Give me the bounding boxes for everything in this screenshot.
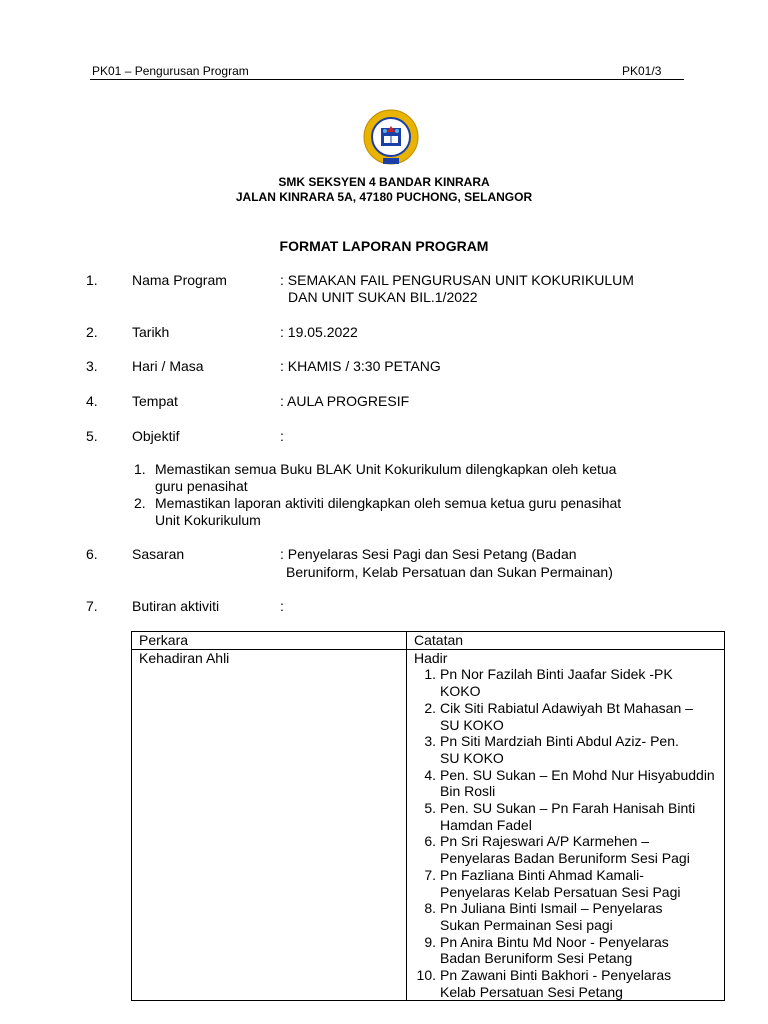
list-item-text-continued: Penyelaras Badan Beruniform Sesi Pagi xyxy=(440,850,690,867)
objective-text-continued: Unit Kokurikulum xyxy=(155,512,261,528)
table-header-row xyxy=(132,632,725,650)
list-item-text-continued: Penyelaras Kelab Persatuan Sesi Pagi xyxy=(440,883,681,900)
objective-number: 1. xyxy=(134,461,146,477)
list-item xyxy=(414,700,717,733)
header-left: PK01 – Pengurusan Program xyxy=(92,64,249,78)
attendee-list xyxy=(414,666,717,1000)
objective-text-continued: guru penasihat xyxy=(155,478,248,494)
list-item-text-continued: SU KOKO xyxy=(440,749,504,766)
item-label: Objektif xyxy=(132,428,180,444)
item-value: : xyxy=(280,428,284,444)
table-header-cell: Catatan xyxy=(407,632,725,650)
item-value: : SEMAKAN FAIL PENGURUSAN UNIT KOKURIKULUM xyxy=(280,272,634,288)
list-item-text-continued: KOKO xyxy=(440,683,481,700)
table-header-cell: Perkara xyxy=(132,632,407,650)
list-item-text: Pn Sri Rajeswari A/P Karmehen – xyxy=(440,833,650,850)
activity-table xyxy=(131,631,725,1001)
item-number: 7. xyxy=(86,598,98,614)
list-item-text: Pn Siti Mardziah Binti Abdul Aziz- Pen. xyxy=(440,733,679,750)
list-item-text: Cik Siti Rabiatul Adawiyah Bt Mahasan – xyxy=(440,699,693,716)
school-crest-icon xyxy=(361,108,421,168)
header-rule xyxy=(90,79,684,80)
document-title: FORMAT LAPORAN PROGRAM xyxy=(279,238,489,254)
school-address: JALAN KINRARA 5A, 47180 PUCHONG, SELANGOR xyxy=(235,190,533,204)
list-item-number: 6. xyxy=(424,833,436,850)
list-item xyxy=(414,833,717,866)
list-item xyxy=(414,867,717,900)
list-item-number: 7. xyxy=(424,866,436,883)
list-item-text-continued: SU KOKO xyxy=(440,716,504,733)
attendance-heading: Hadir xyxy=(414,649,448,666)
item-value: : xyxy=(280,598,284,614)
list-item xyxy=(414,666,717,699)
item-label: Hari / Masa xyxy=(132,358,204,374)
list-item-number: 10. xyxy=(416,967,436,984)
item-number: 5. xyxy=(86,428,98,444)
list-item xyxy=(414,733,717,766)
list-item-text-continued: Bin Rosli xyxy=(440,783,496,800)
item-label: Tempat xyxy=(132,393,178,409)
list-item-text: Pn Nor Fazilah Binti Jaafar Sidek -PK xyxy=(440,666,673,683)
list-item-text-continued: Badan Beruniform Sesi Petang xyxy=(440,950,633,967)
list-item xyxy=(414,900,717,933)
item-number: 4. xyxy=(86,393,98,409)
list-item xyxy=(414,767,717,800)
list-item xyxy=(414,934,717,967)
item-value: : KHAMIS / 3:30 PETANG xyxy=(280,358,441,374)
list-item-number: 9. xyxy=(424,933,436,950)
item-value: : Penyelaras Sesi Pagi dan Sesi Petang (Badan xyxy=(280,546,577,562)
list-item-text-continued: Sukan Permainan Sesi pagi xyxy=(440,916,613,933)
item-label: Nama Program xyxy=(132,272,227,288)
table-cell-label: Kehadiran Ahli xyxy=(132,649,407,1001)
item-number: 6. xyxy=(86,546,98,562)
header-right: PK01/3 xyxy=(622,64,662,78)
item-label: Butiran aktiviti xyxy=(132,598,220,614)
school-name: SMK SEKSYEN 4 BANDAR KINRARA xyxy=(278,175,490,189)
list-item-text-continued: Hamdan Fadel xyxy=(440,816,532,833)
table-cell-attendance xyxy=(407,649,725,1001)
list-item-number: 2. xyxy=(424,699,436,716)
list-item-number: 3. xyxy=(424,733,436,750)
item-value: : 19.05.2022 xyxy=(280,324,358,340)
table-row xyxy=(132,649,725,1001)
item-value-continued: Beruniform, Kelab Persatuan dan Sukan Permainan) xyxy=(286,564,613,580)
list-item-text-continued: Kelab Persatuan Sesi Petang xyxy=(440,983,623,1000)
list-item-number: 5. xyxy=(424,800,436,817)
list-item-number: 8. xyxy=(424,900,436,917)
item-number: 3. xyxy=(86,358,98,374)
item-value: : AULA PROGRESIF xyxy=(280,393,410,409)
list-item xyxy=(414,967,717,1000)
item-number: 1. xyxy=(86,272,98,288)
list-item-text: Pen. SU Sukan – Pn Farah Hanisah Binti xyxy=(440,800,696,817)
list-item-text: Pn Zawani Binti Bakhori - Penyelaras xyxy=(440,967,672,984)
objective-text: Memastikan semua Buku BLAK Unit Kokurikulum dilengkapkan oleh ketua xyxy=(155,461,617,477)
list-item-text: Pn Fazliana Binti Ahmad Kamali- xyxy=(440,866,644,883)
list-item-text: Pen. SU Sukan – En Mohd Nur Hisyabuddin xyxy=(440,766,715,783)
item-number: 2. xyxy=(86,324,98,340)
item-label: Tarikh xyxy=(132,324,170,340)
objective-text: Memastikan laporan aktiviti dilengkapkan oleh semua ketua guru penasihat xyxy=(155,495,622,511)
list-item-number: 1. xyxy=(424,666,436,683)
list-item-text: Pn Anira Bintu Md Noor - Penyelaras xyxy=(440,933,669,950)
item-value-continued: DAN UNIT SUKAN BIL.1/2022 xyxy=(288,289,478,305)
list-item xyxy=(414,800,717,833)
item-label: Sasaran xyxy=(132,546,185,562)
objective-number: 2. xyxy=(134,495,146,511)
list-item-number: 4. xyxy=(424,766,436,783)
list-item-text: Pn Juliana Binti Ismail – Penyelaras xyxy=(440,900,663,917)
